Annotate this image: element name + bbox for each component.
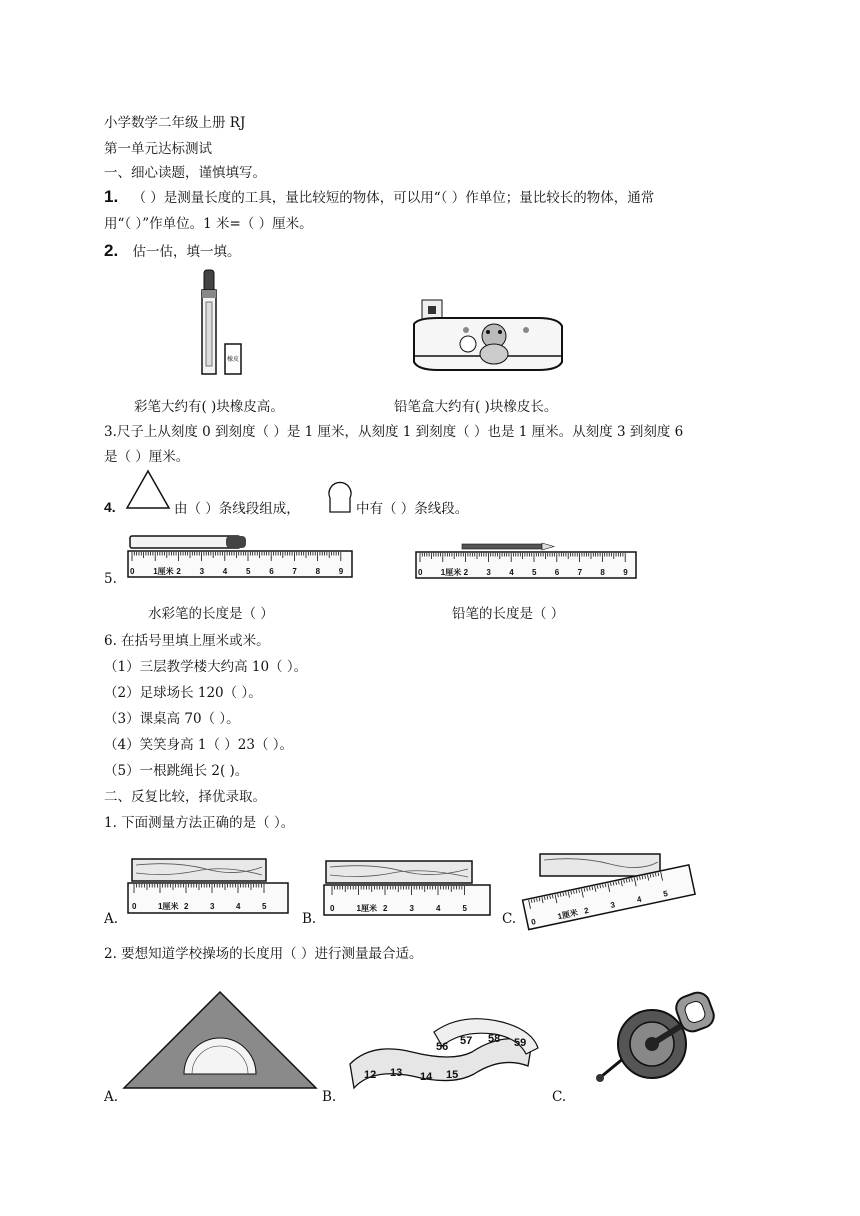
tape-number: 13: [390, 1067, 403, 1079]
ruler-label: 1厘米: [356, 904, 377, 913]
tape-number: 58: [488, 1033, 501, 1045]
question-6-item: （1）三层教学楼大约高 10（ ）。: [104, 659, 308, 675]
ruler-label: 1厘米: [440, 568, 462, 577]
ruler-label: 8: [600, 568, 605, 577]
question-2-caption-a: 彩笔大约有( )块橡皮高。: [134, 399, 284, 415]
question-5-caption-a: 水彩笔的长度是（ ）: [148, 606, 274, 622]
ruler-label: 3: [210, 902, 215, 911]
triangle-shape: [124, 468, 172, 512]
ruler-label: 5: [246, 567, 251, 576]
ruler-label: 3: [199, 567, 205, 576]
question-3-text-b: 是（ ）厘米。: [104, 449, 190, 465]
ruler-label: 6: [269, 567, 274, 576]
ruler-label: 1厘米: [556, 908, 579, 922]
ruler-label: 0: [418, 568, 423, 577]
question-4-number: 4.: [104, 499, 116, 515]
reel-tape-measure-image: [588, 988, 734, 1092]
question-3-text-a: 3.尺子上从刻度 0 到刻度（ ）是 1 厘米，从刻度 1 到刻度（ ）也是 1 厘米。从刻度 3 到刻度 6: [104, 424, 684, 440]
question-1-text-b: 用“（ ）”作单位。1 米=（ ）厘米。: [104, 216, 313, 232]
tape-number: 12: [364, 1069, 377, 1081]
ruler-label: 2: [583, 905, 590, 916]
arch-shape: [326, 472, 354, 514]
marker-and-eraser-image: [196, 268, 246, 378]
measure-option-a-image: [126, 857, 292, 917]
ruler-label: 7: [292, 567, 297, 576]
ruler-label: 0: [330, 904, 335, 913]
ruler-with-pencil: [414, 540, 640, 580]
question-5-number: 5.: [104, 571, 117, 587]
question-6-item: （3）课桌高 70（ ）。: [104, 711, 240, 727]
ruler-label: 2: [184, 902, 189, 911]
question-2-number: 2.: [104, 241, 119, 260]
question-2-text: 估一估，填一填。: [132, 244, 241, 260]
measure-option-b-image: [322, 859, 492, 917]
document-subtitle: 小学数学二年级上册 RJ: [104, 115, 246, 131]
ruler-label: 3: [486, 568, 491, 577]
ruler-label: 4: [436, 904, 441, 913]
tool-option-b-label: B.: [322, 1089, 337, 1105]
question-2: [104, 240, 240, 261]
tape-number: 15: [446, 1069, 459, 1081]
question-6-title: 6. 在括号里填上厘米或米。: [104, 633, 270, 649]
question-6-item: （4）笑笑身高 1（ ）23（ ）。: [104, 737, 293, 753]
ruler-label: 8: [315, 567, 321, 576]
option-b-label: B.: [302, 911, 317, 927]
question-5-caption-b: 铅笔的长度是（ ）: [452, 606, 565, 622]
section2-question-1-text: 1. 下面测量方法正确的是（ ）。: [104, 815, 295, 831]
ruler-label: 4: [222, 567, 228, 576]
ruler-label: 5: [532, 568, 537, 577]
question-1-number: 1.: [104, 187, 119, 206]
document-title: 第一单元达标测试: [104, 141, 212, 157]
section1-title: 一、细心读题，谨慎填写。: [104, 165, 266, 181]
tape-number: 14: [420, 1071, 433, 1083]
pencil-case-image: [408, 296, 568, 376]
tape-number: 56: [436, 1041, 449, 1053]
question-4-text-a: 由（ ）条线段组成，: [174, 501, 300, 517]
ruler-label: 5: [262, 902, 267, 911]
ruler-label: 3: [409, 904, 414, 913]
ruler-label: 0: [530, 917, 537, 927]
ruler-label: 6: [554, 568, 560, 577]
ruler-label: 9: [338, 567, 344, 576]
tape-number: 57: [460, 1035, 473, 1047]
ruler-label: 1厘米: [158, 902, 179, 911]
option-c-label: C.: [502, 911, 517, 927]
set-square-image: [122, 988, 318, 1092]
question-6-item: （5）一根跳绳长 2( )。: [104, 763, 249, 779]
question-6-item: （2）足球场长 120（ ）。: [104, 685, 262, 701]
tool-option-c-label: C.: [552, 1089, 567, 1105]
ruler-label: 4: [236, 902, 241, 911]
tape-number: 59: [514, 1037, 527, 1049]
ruler-label: 0: [132, 902, 137, 911]
soft-tape-measure-image: [342, 1012, 542, 1096]
ruler-label: 2: [463, 568, 469, 577]
ruler-label: 1厘米: [153, 567, 174, 576]
ruler-label: 2: [383, 904, 388, 913]
question-4-text-b: 中有（ ）条线段。: [356, 501, 469, 517]
ruler-label: 2: [176, 567, 181, 576]
measure-option-c-image: [520, 848, 700, 927]
ruler-label: 3: [609, 900, 616, 910]
ruler-label: 5: [462, 904, 467, 913]
tool-option-a-label: A.: [104, 1089, 119, 1105]
ruler-label: 4: [509, 568, 514, 577]
question-2-caption-b: 铅笔盒大约有( )块橡皮长。: [394, 399, 558, 415]
ruler-label: 5: [662, 888, 669, 899]
question-1-text-a: （ ）是测量长度的工具，量比较短的物体，可以用“（ ）作单位；量比较长的物体，通常: [132, 190, 655, 206]
ruler-label: 9: [623, 568, 628, 577]
ruler-label: 0: [130, 567, 135, 576]
section2-title: 二、反复比较，择优录取。: [104, 789, 266, 805]
eraser-label: 橡皮: [227, 356, 240, 363]
ruler-with-watercolor-pen: [126, 534, 356, 580]
ruler-label: 7: [577, 568, 583, 577]
section2-question-2-text: 2. 要想知道学校操场的长度用（ ）进行测量最合适。: [104, 946, 423, 962]
option-a-label: A.: [104, 911, 119, 927]
question-1: [104, 186, 654, 207]
ruler-label: 4: [636, 894, 643, 905]
